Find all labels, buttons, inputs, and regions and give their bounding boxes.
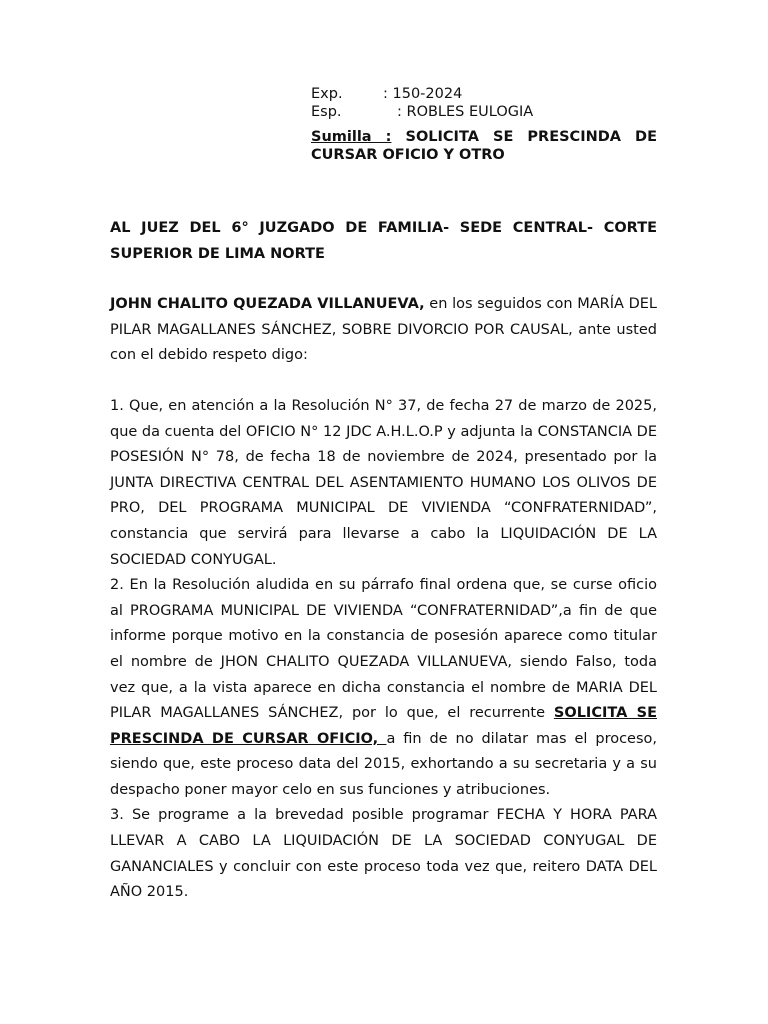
- sumilla-text: SOLICITA SE PRESCINDA DE CURSAR OFICIO Y OTRO: [311, 129, 657, 163]
- paragraph-2: [110, 573, 657, 803]
- case-header: [311, 86, 657, 164]
- esp-row: [311, 104, 657, 122]
- paragraph-2-text-before: 2. En la Resolución aludida en su párrafo final ordena que, se curse oficio al PROGRAMA MUNICIPAL DE VIVIENDA “CONFRATERNIDAD”,a fin de que informe porque motivo en la constancia de posesión aparece como titular el nombre de JHON CHALITO QUEZADA VILLANUEVA, siendo Falso, toda vez que, a la vista aparece en dicha constancia el nombre de MARIA DEL PILAR MAGALLANES SÁNCHEZ, por lo que, el recurrente: [110, 577, 657, 722]
- petitioner-name: JOHN CHALITO QUEZADA VILLANUEVA,: [110, 296, 425, 313]
- sumilla-label: Sumilla :: [311, 129, 392, 145]
- paragraph-2-text-after: a fin de no dilatar mas el proceso, siendo que, este proceso data del 2015, exhortando a su secretaria y a su despacho poner mayor celo en sus funciones y atribuciones.: [110, 730, 658, 798]
- paragraph-1: 1. Que, en atención a la Resolución N° 37, de fecha 27 de marzo de 2025, que da cuenta del OFICIO N° 12 JDC A.H.L.O.P y adjunta la CONSTANCIA DE POSESIÓN N° 78, de fecha 18 de noviembre de 2024, presentado por la JUNTA DIRECTIVA CENTRAL DEL ASENTAMIENTO HUMANO LOS OLIVOS DE PRO, DEL PROGRAMA MUNICIPAL DE VIVIENDA “CONFRATERNIDAD”, constancia que servirá para llevarse a cabo la LIQUIDACIÓN DE LA SOCIEDAD CONYUGAL.: [110, 397, 657, 568]
- esp-label: Esp.: [311, 103, 342, 120]
- exp-value: : 150-2024: [383, 86, 463, 102]
- sumilla: [311, 129, 657, 164]
- esp-value: : ROBLES EULOGIA: [397, 103, 534, 120]
- addressee: AL JUEZ DEL 6° JUZGADO DE FAMILIA- SEDE CENTRAL- CORTE SUPERIOR DE LIMA NORTE: [110, 220, 657, 262]
- paragraph-3: 3. Se programe a la brevedad posible programar FECHA Y HORA PARA LLEVAR A CABO LA LIQUIDACIÓN DE LA SOCIEDAD CONYUGAL DE GANANCIALES y concluir con este proceso toda vez que, reitero DATA DEL AÑO 2015.: [110, 807, 657, 901]
- exp-label: Exp.: [311, 86, 343, 102]
- paragraph-2-request: SOLICITA SE PRESCINDA DE CURSAR OFICIO,: [110, 705, 658, 747]
- intro-text: en los seguidos con MARÍA DEL PILAR MAGALLANES SÁNCHEZ, SOBRE DIVORCIO POR CAUSAL, ante usted con el debido respeto digo:: [110, 296, 657, 364]
- exp-row: [311, 86, 657, 104]
- document-body: [110, 216, 657, 906]
- intro-paragraph: [110, 292, 657, 369]
